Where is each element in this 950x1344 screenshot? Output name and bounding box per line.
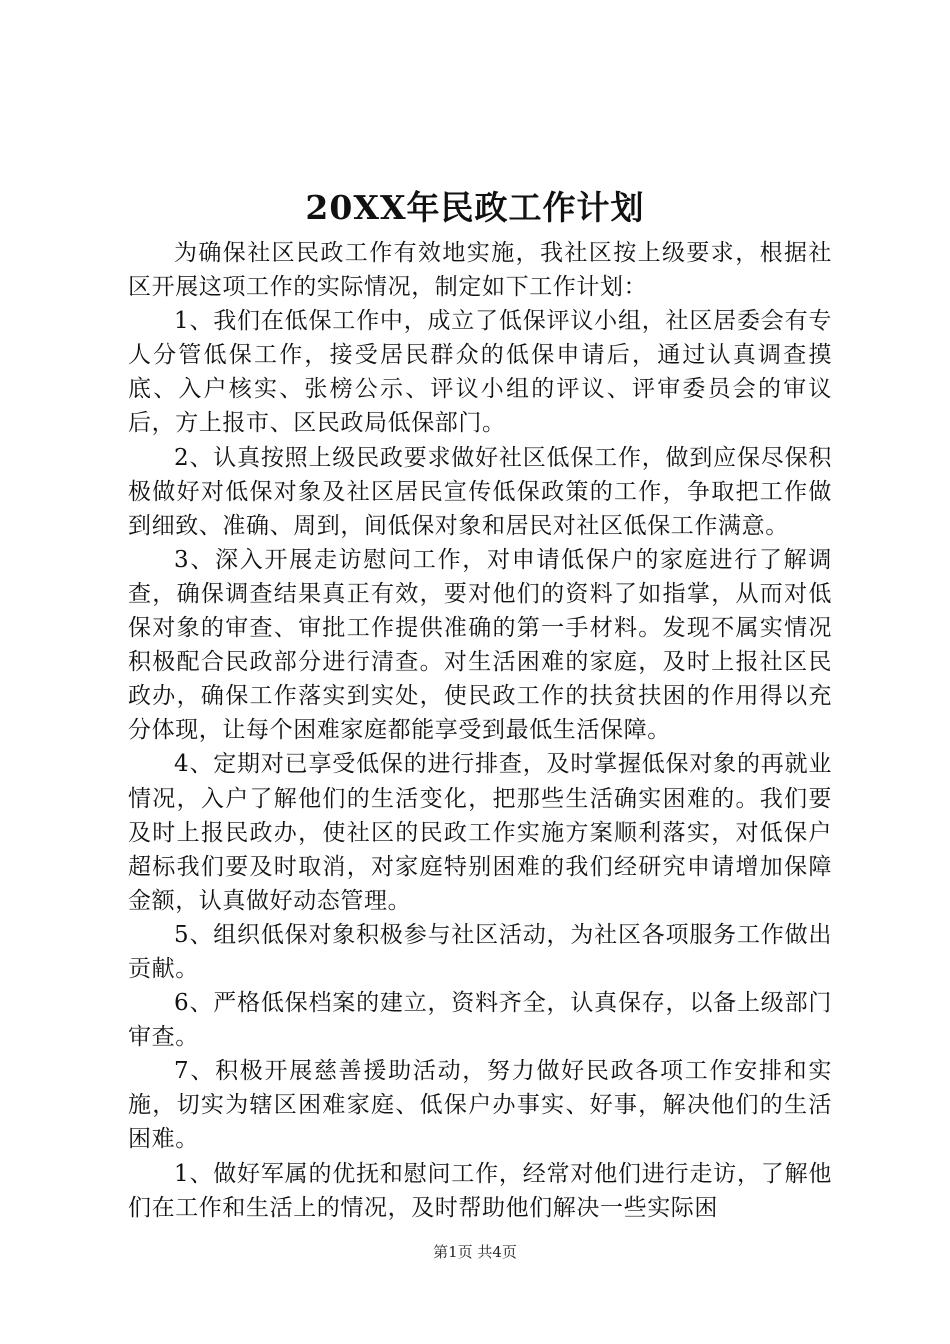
paragraph-item-4: 4、定期对已享受低保的进行排查，及时掌握低保对象的再就业情况，入户了解他们的生活变化，把那些生活确实困难的。我们要及时上报民政办，使社区的民政工作实施方案顺利落实，对低保户超标我们要及时取消，对家庭特别困难的我们经研究申请增加保障金额，认真做好动态管理。	[128, 751, 832, 914]
paragraph-item-6: 6、严格低保档案的建立，资料齐全，认真保存，以备上级部门审查。	[128, 990, 832, 1051]
paragraph-item-7: 7、积极开展慈善援助活动，努力做好民政各项工作安排和实施，切实为辖区困难家庭、低保户办事实、好事，解决他们的生活困难。	[128, 1058, 832, 1153]
paragraph-item-5: 5、组织低保对象积极参与社区活动，为社区各项服务工作做出贡献。	[128, 921, 832, 982]
paragraph-item-3: 3、深入开展走访慰问工作，对申请低保户的家庭进行了解调查，确保调查结果真正有效，要对他们的资料了如指掌，从而对低保对象的审查、审批工作提供准确的第一手材料。发现不属实情况积极配合民政部分进行清查。对生活困难的家庭，及时上报社区民政办，确保工作落实到实处，使民政工作的扶贫扶困的作用得以充分体现，让每个困难家庭都能享受到最低生活保障。	[128, 546, 832, 744]
document-title: 20XX年民政工作计划	[305, 188, 645, 227]
page-footer: 第1页 共4页	[433, 1243, 517, 1261]
document-body	[128, 236, 832, 1225]
paragraph-item-2: 2、认真按照上级民政要求做好社区低保工作，做到应保尽保积极做好对低保对象及社区居民宣传低保政策的工作，争取把工作做到细致、准确、周到，间低保对象和居民对社区低保工作满意。	[128, 444, 832, 539]
paragraph-item-1: 1、我们在低保工作中，成立了低保评议小组，社区居委会有专人分管低保工作，接受居民群众的低保申请后，通过认真调查摸底、入户核实、张榜公示、评议小组的评议、评审委员会的审议后，方上报市、区民政局低保部门。	[128, 308, 832, 437]
paragraph-intro: 为确保社区民政工作有效地实施，我社区按上级要求，根据社区开展这项工作的实际情况，制定如下工作计划：	[128, 240, 832, 301]
paragraph-military-1: 1、做好军属的优抚和慰问工作，经常对他们进行走访，了解他们在工作和生活上的情况，及时帮助他们解决一些实际困	[128, 1160, 832, 1221]
